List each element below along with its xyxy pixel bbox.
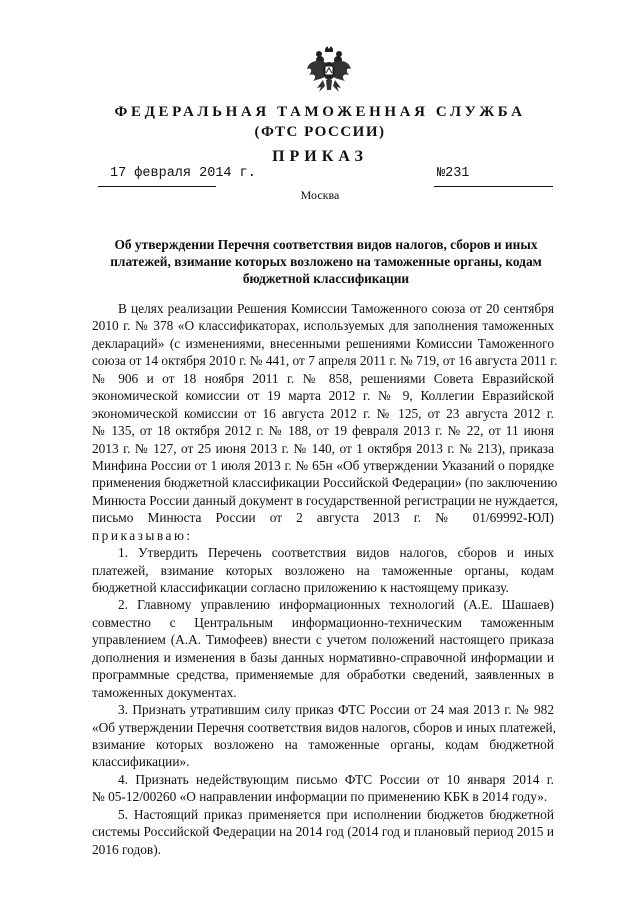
body-line: экономической комиссии от 16 августа 2012 г. № 125, от 23 августа 2012 г.	[92, 405, 554, 421]
body-line: взимание которых возложено на таможенные органы, кодам бюджетной	[92, 736, 554, 752]
body-line: Минфина России от 1 июля 2013 г. № 65н «Об утверждении Указаний о порядке	[92, 457, 554, 473]
document-number: №231	[437, 166, 470, 181]
body-line: 3. Признать утратившим силу приказ ФТС России от 24 мая 2013 г. № 982	[118, 702, 554, 718]
coat-of-arms-emblem	[305, 45, 353, 95]
body-line-order: приказываю:	[92, 527, 193, 543]
title-line: Об утверждении Перечня соответствия видов налогов, сборов и иных	[114, 237, 538, 252]
organization-name: ФЕДЕРАЛЬНАЯ ТАМОЖЕННАЯ СЛУЖБА	[114, 104, 526, 120]
body-line: «Об утверждении Перечня соответствия видов налогов, сборов и иных платежей,	[92, 719, 556, 735]
body-line: № 135, от 18 октября 2012 г. № 188, от 19 февраля 2013 г. № 22, от 11 июня	[92, 423, 554, 439]
document-body	[92, 300, 559, 858]
body-line: письмо Минюста России от 2 августа 2013 г. № 01/69992-ЮЛ)	[92, 510, 554, 526]
document-city: Москва	[300, 188, 340, 202]
body-line: деклараций» (с изменениями, внесенными решениями Комиссии Таможенного	[92, 335, 554, 351]
body-line: 4. Признать недействующим письмо ФТС России от 10 января 2014 г.	[118, 771, 554, 787]
document-title	[96, 236, 556, 287]
body-line: управлением (А.А. Тимофеев) внести с учетом положений настоящего приказа	[92, 632, 554, 648]
body-line: 2010 г. № 378 «О классификаторах, используемых для заполнения таможенных	[92, 318, 554, 334]
body-line: программные средства, применяемые для обработки сведений, заявленных в	[92, 667, 554, 683]
body-line: союза от 14 октября 2010 г. № 441, от 7 апреля 2011 г. № 719, от 16 августа 2011 г.	[92, 353, 558, 369]
body-line: 2013 г. № 127, от 25 июня 2013 г. № 140, от 1 октября 2013 г. № 213), приказа	[92, 440, 554, 456]
body-line: платежей, взимание которых возложено на таможенные органы, кодам	[92, 562, 554, 578]
body-line: классификации».	[92, 754, 190, 770]
body-line: экономической комиссии от 19 марта 2012 г. № 9, Коллегии Евразийской	[92, 388, 554, 404]
body-line: 2. Главному управлению информационных технологий (А.Е. Шашаев)	[118, 597, 554, 613]
document-date: 17 февраля 2014 г.	[110, 166, 256, 181]
body-line: применения бюджетной классификации Российской Федерации» (по заключению	[92, 475, 558, 491]
body-line: 2016 годов).	[92, 841, 161, 857]
body-line: № 05-12/00260 «О направлении информации по применению КБК в 2014 году».	[92, 789, 548, 805]
body-line: совместно с Центральным информационно-техническим таможенным	[92, 614, 554, 630]
body-line: № 906 и от 18 ноября 2011 г. № 858, решениями Совета Евразийской	[92, 370, 554, 386]
body-line: 1. Утвердить Перечень соответствия видов налогов, сборов и иных	[118, 545, 554, 561]
body-line: таможенных документах.	[92, 684, 237, 700]
organization-abbreviation: (ФТС РОССИИ)	[254, 124, 386, 140]
body-line: 5. Настоящий приказ применяется при исполнении бюджетов бюджетной	[118, 806, 554, 822]
document-type: ПРИКАЗ	[272, 148, 368, 165]
body-line: Минюста России данный документ в государственной регистрации не нуждается,	[92, 492, 559, 508]
title-line: бюджетной классификации	[242, 271, 410, 286]
body-line: бюджетной классификации согласно приложению к настоящему приказу.	[92, 580, 509, 595]
body-line: системы Российской Федерации на 2014 год (2014 год и плановый период 2015 и	[92, 824, 554, 840]
body-line: В целях реализации Решения Комиссии Таможенного союза от 20 сентября	[118, 301, 554, 316]
title-line: платежей, взимание которых возложено на таможенные органы, кодам	[110, 254, 542, 269]
body-line: дополнения и изменения в базы данных нормативно-справочной информации и	[92, 649, 554, 665]
